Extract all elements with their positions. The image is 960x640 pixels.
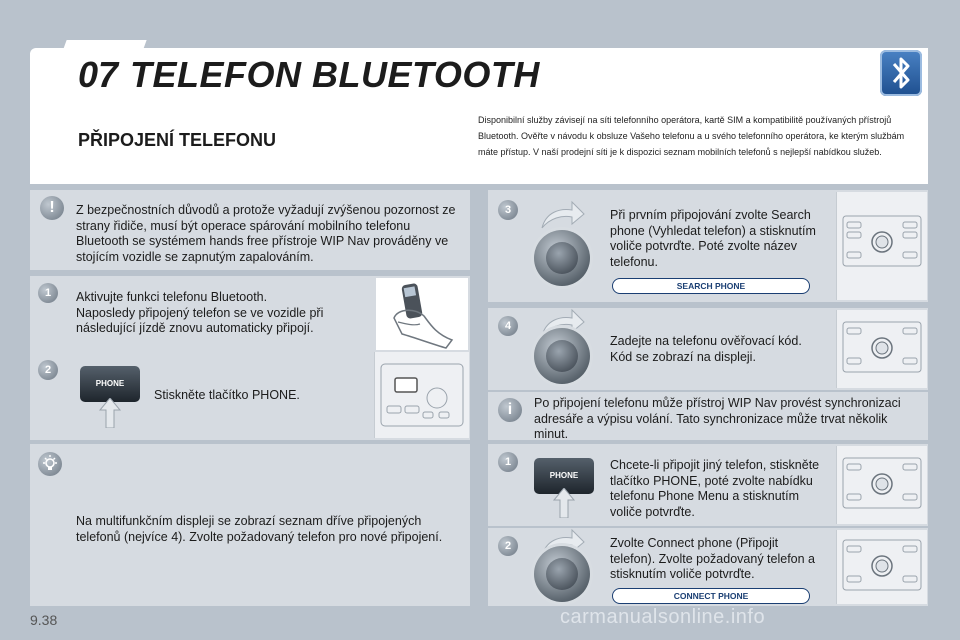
step-b2-badge: 2 — [498, 536, 518, 556]
phone-button: PHONE — [534, 458, 594, 494]
step2-badge: 2 — [38, 360, 58, 380]
connect-phone-label: CONNECT PHONE — [612, 588, 810, 604]
lightbulb-icon — [38, 452, 62, 476]
radio-panel-illustration — [374, 352, 469, 438]
radio-panel-illustration — [836, 310, 927, 388]
selector-knob — [534, 230, 590, 286]
phone-hand-illustration — [376, 278, 468, 352]
warning-text: Z bezpečnostních důvodů a protože vyžadují zvýšenou pozornost ze strany řidiče, musí být operace spárování mobilního telefonu Bluetooth se systémem hands free přístroje WIP Nav prováděny ve stojícím vozidle se zapnutým zapalováním. — [76, 203, 456, 264]
step2-text: Stiskněte tlačítko PHONE. — [154, 388, 300, 402]
tip-text: Na multifunkčním displeji se zobrazí seznam dříve připojených telefonů (nejvíce 4). Zvolte požadovaný telefon pro nové připojení. — [76, 514, 443, 544]
step1-text: Aktivujte funkci telefonu Bluetooth. Naposledy připojený telefon se ve vozidle při následující jízdě znovu automaticky připojí. — [76, 290, 324, 335]
rotate-arrow-icon — [538, 200, 586, 230]
bluetooth-icon — [880, 50, 922, 96]
intro-text: Disponibilní služby závisejí na síti telefonního operátora, kartě SIM a kompatibilitě používaných přístrojů Bluetooth. Ověřte v návodu k obsluze Vašeho telefonu a u svého telefonního operátora, ke kterým službám máte přístup. V naší prodejní síti je k dispozici seznam mobilních telefonů s nejlepší nabídkou služeb. — [478, 115, 905, 157]
press-arrow-icon — [98, 398, 122, 428]
section-title: PŘIPOJENÍ TELEFONU — [78, 130, 277, 150]
page-number: 9.38 — [30, 612, 58, 628]
step3-text: Při prvním připojování zvolte Search phone (Vyhledat telefon) a stisknutím voliče potvrďte. Poté zvolte název telefonu. — [610, 208, 816, 269]
info-icon: i — [498, 398, 522, 422]
selector-knob — [534, 546, 590, 602]
selector-knob — [534, 328, 590, 384]
press-arrow-icon — [552, 488, 576, 518]
step3-badge: 3 — [498, 200, 518, 220]
radio-panel-illustration — [836, 530, 927, 604]
chapter-number: 07 — [78, 54, 119, 95]
radio-panel-illustration — [836, 192, 927, 300]
radio-panel-illustration — [836, 446, 927, 524]
step4-text: Zadejte na telefonu ověřovací kód. Kód se zobrazí na displeji. — [610, 334, 802, 364]
warning-icon: ! — [40, 196, 64, 220]
step-b1-text: Chcete-li připojit jiný telefon, stiskněte tlačítko PHONE, poté zvolte nabídku telefonu Phone Menu a stisknutím voliče potvrďte. — [610, 458, 820, 519]
info-text: Po připojení telefonu může přístroj WIP Nav provést synchronizaci adresáře a výpisu volání. Tato synchronizace může trvat několik minut. — [534, 396, 901, 441]
step1-badge: 1 — [38, 283, 58, 303]
page-title: TELEFON BLUETOOTH — [130, 54, 540, 95]
step4-badge: 4 — [498, 316, 518, 336]
step-b2-text: Zvolte Connect phone (Připojit telefon). Zvolte požadovaný telefon a stisknutím voliče potvrďte. — [610, 536, 815, 581]
step-b1-badge: 1 — [498, 452, 518, 472]
watermark: carmanualsonline.info — [560, 606, 766, 628]
phone-button: PHONE — [80, 366, 140, 402]
search-phone-label: SEARCH PHONE — [612, 278, 810, 294]
